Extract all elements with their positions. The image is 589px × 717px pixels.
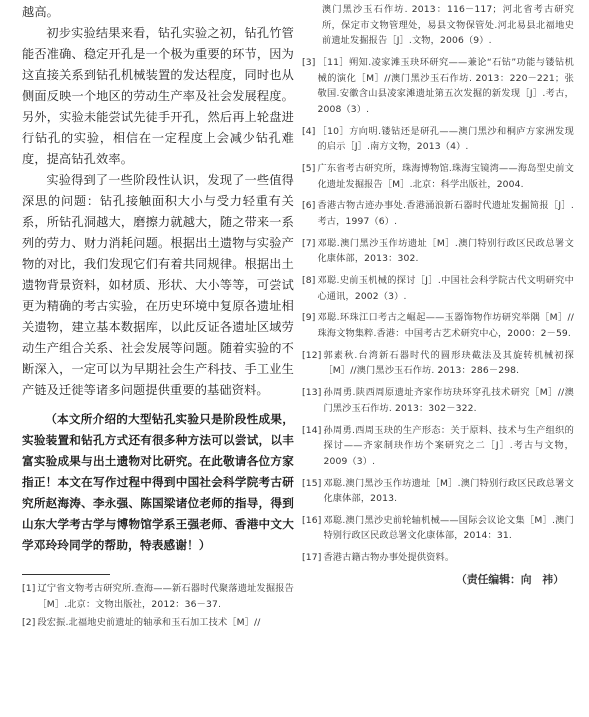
reference-number: [17] bbox=[302, 552, 322, 564]
reference-number: [7] bbox=[302, 237, 316, 249]
reference-item bbox=[302, 236, 574, 267]
reference-text: 香港古物古迹办事处.香港涌浪新石器时代遗址发掘简报［J］.考古，1997（6）. bbox=[317, 200, 574, 227]
reference-item bbox=[302, 124, 574, 155]
reference-text: 邓聪.澳门黑沙史前轮轴机械——国际会议论文集［M］.澳门特别行政区民政总署文化康体部，2014：31. bbox=[323, 514, 574, 542]
reference-text: 广东省考古研究所，珠海博物馆.珠海宝镜湾——海岛型史前文化遗址发掘报告［M］.北京：科学出版社，2004. bbox=[317, 162, 574, 190]
footnote-number: [2] bbox=[22, 617, 36, 629]
reference-text: 邓聪.史前玉机械的探讨［J］.中国社会科学院古代文明研究中心通讯，2002（3）. bbox=[317, 275, 574, 302]
reference-number: [9] bbox=[302, 312, 316, 324]
reference-text: 邓聪.澳门黑沙玉作坊遗址［M］.澳门特别行政区民政总署文化康体部，2013. bbox=[323, 477, 574, 505]
reference-item bbox=[302, 550, 574, 566]
reference-item bbox=[302, 385, 574, 416]
reference-item bbox=[302, 198, 574, 229]
reference-item bbox=[302, 476, 574, 507]
body-paragraph: 初步实验结果来看，钻孔实验之初，钻孔竹管能否准确、稳定开孔是一个极为重要的环节，因为这直接关系到钻孔机械装置的发达程度，同时也从侧面反映一个地区的劳动生产率及社会发展程度。另外，实验未能尝试先徒手开孔，然后再上轮盘进行钻孔的实验，相信在一定程度上会减少钻孔难度，提高钻孔效率。 bbox=[22, 26, 294, 166]
reference-number: [16] bbox=[302, 514, 322, 526]
reference-text: 澳门黑沙玉石作坊. 2013：116－117；河北省考古研究所，保定市文物管理处，易县文物保管处.河北易县北福地史前遗址发掘报告［J］.文物，2006（9）. bbox=[322, 4, 574, 47]
footnote-number: [1] bbox=[22, 583, 36, 594]
reference-item bbox=[302, 273, 574, 304]
footnote-text: 段宏振.北福地史前遗址的轴承和玉石加工技术［M］// bbox=[37, 617, 261, 629]
reference-text: 郭素秋.台湾新石器时代的圆形玦截法及其旋转机械初探［M］//澳门黑沙玉石作坊. 2013：286－298. bbox=[323, 349, 574, 377]
reference-item bbox=[302, 348, 574, 379]
reference-item bbox=[302, 161, 574, 192]
reference-item bbox=[302, 513, 574, 544]
reference-text: 孙周勇.陕西周原遗址齐家作坊玦环穿孔技术研究［M］//澳门黑沙玉石作坊. 2013：302－322. bbox=[323, 387, 574, 414]
reference-text: ［11］朔知.凌家滩玉玦环研究——兼论“石钻”功能与镂钻机械的演化［M］//澳门黑沙玉石作坊. 2013：220－221；张敬国.安徽含山县凌家滩遗址第五次发掘的新发现［J］.考古，2008（3）. bbox=[317, 56, 574, 115]
reference-text: 孙周勇.西周玉玦的生产形态：关于原料、技术与生产组织的探讨——齐家制玦作坊个案研究之二［J］.考古与文物，2009（3）. bbox=[323, 424, 574, 467]
reference-number: [3] bbox=[302, 56, 316, 68]
right-column bbox=[302, 2, 574, 588]
reference-number: [8] bbox=[302, 275, 316, 287]
reference-number: [14] bbox=[302, 424, 322, 436]
reference-number: [5] bbox=[302, 162, 316, 174]
reference-text: 邓聪.澳门黑沙玉作坊遗址［M］.澳门特别行政区民政总署文化康体部，2013：302. bbox=[317, 237, 574, 265]
body-paragraph: 实验得到了一些阶段性认识，发现了一些值得深思的问题：钻孔接触面积大小与受力轻重有关系，所钻孔洞越大，磨擦力就越大，随之带来一系列的劳力、财力消耗问题。根据出土遗物与实验产物的对比，我们发现它们有着共同规律。根据出土遗物背景资料，如材质、形状、大小等等，可尝试更为精确的考古实验，在历史环境中复原各遗址相关遗物，建立基本数据库，以此反证各遗址区域劳动生产组合关系、社会发展等问题。随着实验的不断深入，一定可以为早期社会生产科技、手工业生产链及迁徙等诸多问题提供重要的基础资料。 bbox=[22, 173, 294, 397]
left-column bbox=[22, 2, 294, 634]
reference-number: [13] bbox=[302, 387, 322, 399]
acknowledgement-note: （本文所介绍的大型钻孔实验只是阶段性成果，实验装置和钻孔方式还有很多种方法可以尝试，以丰富实验成果与出土遗物对比研究。在此敬请各位方家指正！本文在写作过程中得到中国社会科学院考古研究所赵海涛、李永强、陈国梁诸位老师的指导，得到山东大学考古学与博物馆学系王强老师、香港中文大学邓玲玲同学的帮助，特表感谢！） bbox=[22, 412, 294, 552]
reference-item bbox=[302, 2, 574, 49]
reference-text: ［10］方向明.镂钻还是研孔——澳门黑沙和桐庐方家洲发现的启示［J］.南方文物，2013（4）. bbox=[317, 125, 574, 153]
reference-text: 邓聪.环珠江口考古之崛起——玉器饰物作坊研究举隅［M］//珠海文物集粹.香港：中国考古艺术研究中心，2000：2－59. bbox=[317, 312, 574, 339]
reference-number: [4] bbox=[302, 125, 316, 137]
footnote-text: 辽宁省文物考古研究所.查海——新石器时代聚落遗址发掘报告［M］.北京：文物出版社，2012：36－37. bbox=[37, 583, 294, 610]
footnote-item bbox=[22, 581, 294, 612]
reference-item bbox=[302, 423, 574, 470]
references-list bbox=[302, 2, 574, 566]
reference-text: 香港古籍古物办事处提供资料。 bbox=[323, 552, 455, 564]
footnote-divider bbox=[22, 574, 110, 575]
reference-item bbox=[302, 55, 574, 117]
reference-number: [6] bbox=[302, 200, 316, 212]
reference-item bbox=[302, 310, 574, 341]
reference-number: [12] bbox=[302, 349, 322, 361]
footnote-item bbox=[22, 615, 294, 631]
reference-number: [15] bbox=[302, 477, 322, 489]
editor-credit: （责任编辑：向 祎） bbox=[456, 573, 564, 587]
footnotes bbox=[22, 581, 294, 631]
body-paragraph: 越高。 bbox=[22, 5, 60, 19]
